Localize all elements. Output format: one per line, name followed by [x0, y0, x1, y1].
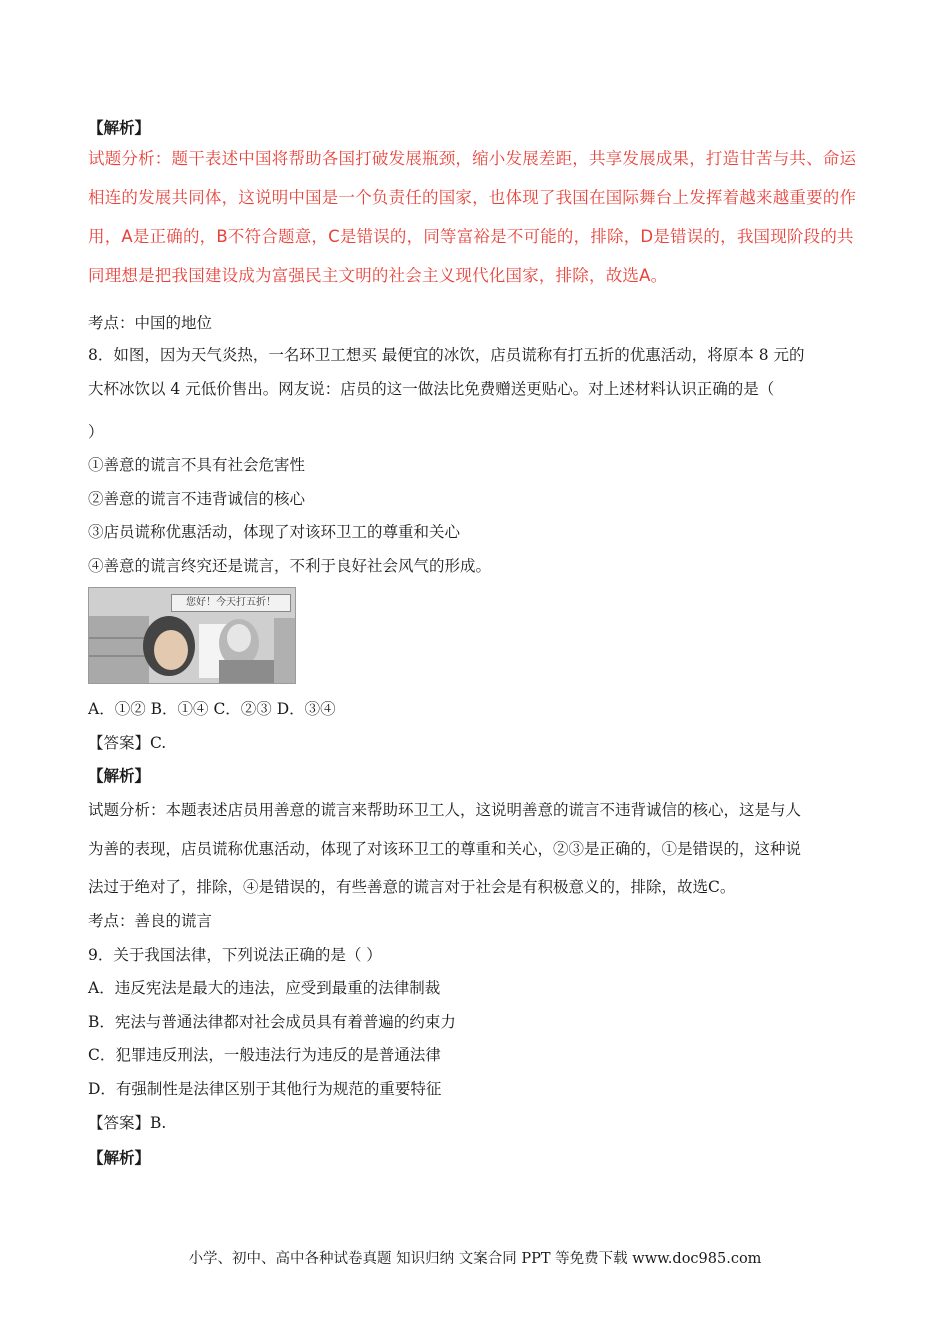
kaodian: 考点：善良的谎言 [88, 912, 213, 930]
analysis-heading: 【解析】 [88, 118, 151, 137]
statement: ③店员谎称优惠活动，体现了对该环卫工的尊重和关心 [88, 523, 461, 541]
option: B．宪法与普通法律都对社会成员具有着普遍的约束力 [88, 1013, 456, 1031]
analysis-line: 法过于绝对了，排除，④是错误的，有些善意的谎言对于社会是有积极意义的，排除，故选C。 [88, 878, 736, 896]
analysis-heading: 【解析】 [88, 766, 151, 785]
answer: 【答案】B. [88, 1114, 167, 1132]
question-8-photo [88, 587, 296, 684]
option: A．违反宪法是最大的违法，应受到最重的法律制裁 [88, 979, 441, 997]
statement: ①善意的谎言不具有社会危害性 [88, 456, 306, 474]
analysis-line: 为善的表现，店员谎称优惠活动，体现了对该环卫工的尊重和关心，②③是正确的，①是错误的，这种说 [88, 840, 802, 858]
photo-sign-text: 您好！今天打五折！ [171, 594, 291, 612]
analysis-line: 用，A是正确的，B不符合题意，C是错误的，同等富裕是不可能的，排除，D是错误的，我国现阶段的共 [88, 227, 854, 246]
question-8-stem: 大杯冰饮以 4 元低价售出。网友说：店员的这一做法比免费赠送更贴心。对上述材料认识正确的是（ [88, 380, 775, 398]
analysis-line: 相连的发展共同体，这说明中国是一个负责任的国家，也体现了我国在国际舞台上发挥着越来越重要的作 [88, 188, 857, 207]
analysis-line: 试题分析：本题表述店员用善意的谎言来帮助环卫工人，这说明善意的谎言不违背诚信的核心，这是与人 [88, 801, 802, 819]
analysis-line: 试题分析：题干表述中国将帮助各国打破发展瓶颈，缩小发展差距，共享发展成果，打造甘苦与共、命运 [88, 149, 857, 168]
option: D．有强制性是法律区别于其他行为规范的重要特征 [88, 1080, 442, 1098]
option: C．犯罪违反刑法，一般违法行为违反的是普通法律 [88, 1046, 441, 1064]
analysis-line: 同理想是把我国建设成为富强民主文明的社会主义现代化国家，排除，故选A。 [88, 266, 668, 285]
question-8-options: A．①② B．①④ C．②③ D．③④ [88, 700, 336, 718]
question-8-stem: 8．如图，因为天气炎热，一名环卫工想买 最便宜的冰饮，店员谎称有打五折的优惠活动，将原本 8 元的 [88, 346, 805, 364]
answer: 【答案】C. [88, 734, 167, 752]
analysis-heading: 【解析】 [88, 1148, 151, 1167]
page-footer: 小学、初中、高中各种试卷真题 知识归纳 文案合同 PPT 等免费下载 www.doc985.com [188, 1251, 762, 1267]
kaodian: 考点：中国的地位 [88, 314, 213, 332]
statement: ②善意的谎言不违背诚信的核心 [88, 490, 306, 508]
question-8-stem: ） [88, 423, 104, 441]
question-9-stem: 9．关于我国法律，下列说法正确的是（ ） [88, 946, 382, 964]
statement: ④善意的谎言终究还是谎言，不利于良好社会风气的形成。 [88, 557, 492, 575]
